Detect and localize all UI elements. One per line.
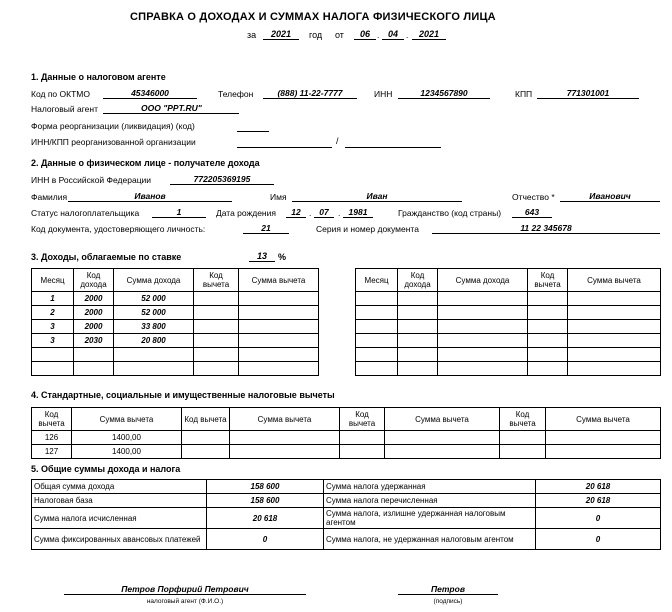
- income-cell: [568, 334, 661, 348]
- income-cell: [356, 334, 398, 348]
- income-cell: 2000: [74, 306, 114, 320]
- date-dot: .: [377, 30, 380, 40]
- deductions-table: [31, 407, 661, 459]
- total-value: 158 600: [207, 480, 324, 494]
- oktmo-label: Код по ОКТМО: [31, 89, 90, 99]
- col-income-code: Код дохода: [74, 269, 114, 292]
- income-cell: [568, 306, 661, 320]
- col-deduction-amount: Сумма вычета: [385, 408, 500, 431]
- table-row: [356, 320, 661, 334]
- document-title: СПРАВКА О ДОХОДАХ И СУММАХ НАЛОГА ФИЗИЧЕСКОГО ЛИЦА: [130, 11, 496, 23]
- total-value: 0: [536, 529, 661, 550]
- total-label: Сумма налога, не удержанная налоговым агентом: [324, 529, 536, 550]
- phone-label: Телефон: [218, 89, 254, 99]
- table-row: [356, 362, 661, 376]
- person-inn-label: ИНН в Российской Федерации: [31, 175, 152, 185]
- col-month: Месяц: [32, 269, 74, 292]
- innkpp-slash: /: [336, 136, 339, 146]
- col-deduction-amount: Сумма вычета: [239, 269, 319, 292]
- agent-label: Налоговый агент: [31, 104, 98, 114]
- income-cell: [194, 320, 239, 334]
- taxpayer-status-value: 1: [152, 207, 206, 218]
- deduction-cell: [385, 431, 500, 445]
- col-deduction-code: Код вычета: [194, 269, 239, 292]
- income-cell: [568, 292, 661, 306]
- total-value: 158 600: [207, 494, 324, 508]
- income-cell: [194, 362, 239, 376]
- total-value: 20 618: [207, 508, 324, 529]
- citizenship-label: Гражданство (код страны): [398, 208, 502, 218]
- income-cell: 2: [32, 306, 74, 320]
- income-cell: [438, 292, 528, 306]
- section-5-heading: 5. Общие суммы дохода и налога: [31, 464, 181, 474]
- income-cell: [356, 320, 398, 334]
- income-cell: 2000: [74, 320, 114, 334]
- income-cell: [398, 306, 438, 320]
- income-cell: [568, 362, 661, 376]
- income-cell: [398, 334, 438, 348]
- date-day: 06: [354, 29, 376, 40]
- year-word: год: [309, 30, 323, 40]
- deduction-cell: [230, 431, 340, 445]
- doc-code-value: 21: [243, 223, 289, 234]
- col-deduction-code: Код вычета: [340, 408, 385, 431]
- col-deduction-code: Код вычета: [32, 408, 72, 431]
- income-cell: 2000: [74, 292, 114, 306]
- table-row: [32, 320, 319, 334]
- income-cell: [74, 362, 114, 376]
- income-cell: [398, 362, 438, 376]
- income-cell: 52 000: [114, 292, 194, 306]
- signature-caption: (подпись): [433, 598, 463, 605]
- income-cell: [438, 348, 528, 362]
- table-row: [32, 348, 319, 362]
- col-deduction-amount: Сумма вычета: [72, 408, 182, 431]
- citizenship-value: 643: [512, 207, 552, 218]
- totals-table: [31, 479, 661, 550]
- dob-year: 1981: [343, 207, 373, 218]
- reorg-code-field: [237, 122, 269, 132]
- doc-code-label: Код документа, удостоверяющего личность:: [31, 224, 206, 234]
- income-cell: [194, 292, 239, 306]
- table-row: [32, 306, 319, 320]
- deduction-cell: 126: [32, 431, 72, 445]
- table-row: [32, 334, 319, 348]
- table-row: [356, 292, 661, 306]
- total-label: Сумма налога перечисленная: [324, 494, 536, 508]
- income-cell: 1: [32, 292, 74, 306]
- reorg-kpp-field: [345, 138, 441, 148]
- table-row: [32, 362, 319, 376]
- col-deduction-code: Код вычета: [182, 408, 230, 431]
- deduction-cell: [500, 445, 546, 459]
- dob-day: 12: [286, 207, 306, 218]
- income-cell: 20 800: [114, 334, 194, 348]
- total-label: Сумма налога, излишне удержанная налоговым агентом: [324, 508, 536, 529]
- table-row: [32, 445, 661, 459]
- person-inn-value: 772205369195: [170, 174, 274, 185]
- income-cell: [32, 348, 74, 362]
- dob-dot: .: [338, 208, 341, 218]
- taxpayer-status-label: Статус налогоплательщика: [31, 208, 140, 218]
- agent-value: ООО "PPT.RU": [103, 103, 239, 114]
- income-cell: [528, 348, 568, 362]
- tax-rate-percent: %: [278, 252, 287, 262]
- total-value: 20 618: [536, 480, 661, 494]
- name-label: Имя: [270, 192, 287, 202]
- section-4-heading: 4. Стандартные, социальные и имущественные налоговые вычеты: [31, 390, 335, 400]
- patronymic-value: Иванович: [560, 191, 660, 202]
- section-1-heading: 1. Данные о налоговом агенте: [31, 72, 166, 82]
- income-cell: [239, 292, 319, 306]
- deduction-cell: [546, 445, 661, 459]
- income-cell: [194, 306, 239, 320]
- date-prefix: от: [335, 30, 344, 40]
- income-cell: [528, 362, 568, 376]
- date-dot: .: [406, 30, 409, 40]
- date-month: 04: [382, 29, 404, 40]
- total-label: Общая сумма дохода: [32, 480, 207, 494]
- deduction-cell: [340, 445, 385, 459]
- income-cell: [32, 362, 74, 376]
- reorg-label: Форма реорганизации (ликвидация) (код): [31, 121, 195, 131]
- deduction-cell: [230, 445, 340, 459]
- income-table-right: [355, 268, 661, 376]
- table-row: [356, 348, 661, 362]
- income-cell: [398, 320, 438, 334]
- income-cell: [239, 348, 319, 362]
- dob-label: Дата рождения: [216, 208, 276, 218]
- kpp-label: КПП: [515, 89, 533, 99]
- income-cell: [356, 292, 398, 306]
- income-cell: [114, 348, 194, 362]
- col-income-amount: Сумма дохода: [114, 269, 194, 292]
- col-income-code: Код дохода: [398, 269, 438, 292]
- income-cell: 3: [32, 334, 74, 348]
- signature: Петров: [398, 584, 498, 595]
- period-prefix: за: [247, 30, 257, 40]
- table-row: [32, 494, 661, 508]
- col-deduction-amount: Сумма вычета: [568, 269, 661, 292]
- section-3-heading: 3. Доходы, облагаемые по ставке: [31, 252, 182, 262]
- tax-rate-value: 13: [249, 251, 275, 262]
- income-cell: [568, 320, 661, 334]
- income-cell: 52 000: [114, 306, 194, 320]
- table-row: [356, 306, 661, 320]
- deduction-cell: [546, 431, 661, 445]
- deduction-cell: 1400,00: [72, 445, 182, 459]
- doc-number-value: 11 22 345678: [432, 223, 660, 234]
- report-year: 2021: [263, 29, 299, 40]
- deduction-cell: [340, 431, 385, 445]
- income-cell: [194, 334, 239, 348]
- deduction-cell: [500, 431, 546, 445]
- total-label: Сумма налога удержанная: [324, 480, 536, 494]
- doc-number-label: Серия и номер документа: [316, 224, 419, 234]
- income-cell: 3: [32, 320, 74, 334]
- table-row: [32, 431, 661, 445]
- income-cell: [356, 348, 398, 362]
- income-cell: [194, 348, 239, 362]
- income-cell: [438, 362, 528, 376]
- section-2-heading: 2. Данные о физическом лице - получателе дохода: [31, 158, 260, 168]
- dob-month: 07: [314, 207, 334, 218]
- oktmo-value: 45346000: [103, 88, 197, 99]
- agent-inn-value: 1234567890: [398, 88, 490, 99]
- income-cell: 33 800: [114, 320, 194, 334]
- innkpp-reorg-label: ИНН/КПП реорганизованной организации: [31, 137, 196, 147]
- col-month: Месяц: [356, 269, 398, 292]
- signer-caption: налоговый агент (Ф.И.О.): [146, 598, 224, 605]
- total-label: Налоговая база: [32, 494, 207, 508]
- table-row: [32, 529, 661, 550]
- income-cell: [568, 348, 661, 362]
- total-label: Сумма налога исчисленная: [32, 508, 207, 529]
- total-label: Сумма фиксированных авансовых платежей: [32, 529, 207, 550]
- table-row: [32, 292, 319, 306]
- dob-dot: .: [309, 208, 312, 218]
- surname-value: Иванов: [68, 191, 232, 202]
- col-deduction-amount: Сумма вычета: [230, 408, 340, 431]
- deduction-cell: [385, 445, 500, 459]
- deduction-cell: 1400,00: [72, 431, 182, 445]
- income-cell: [356, 362, 398, 376]
- income-cell: [528, 306, 568, 320]
- kpp-value: 771301001: [537, 88, 639, 99]
- income-cell: [528, 292, 568, 306]
- income-cell: [239, 334, 319, 348]
- date-year: 2021: [412, 29, 446, 40]
- income-cell: [398, 292, 438, 306]
- table-row: [356, 334, 661, 348]
- income-cell: [528, 320, 568, 334]
- signer-name: Петров Порфирий Петрович: [64, 584, 306, 595]
- col-deduction-amount: Сумма вычета: [546, 408, 661, 431]
- patronymic-label: Отчество *: [512, 192, 555, 202]
- col-income-amount: Сумма дохода: [438, 269, 528, 292]
- total-value: 0: [207, 529, 324, 550]
- col-deduction-code: Код вычета: [500, 408, 546, 431]
- income-cell: [356, 306, 398, 320]
- total-value: 0: [536, 508, 661, 529]
- income-cell: [74, 348, 114, 362]
- table-row: [32, 480, 661, 494]
- income-cell: [438, 334, 528, 348]
- phone-value: (888) 11-22-7777: [263, 88, 357, 99]
- income-cell: [438, 306, 528, 320]
- income-cell: [114, 362, 194, 376]
- name-value: Иван: [292, 191, 462, 202]
- income-cell: [438, 320, 528, 334]
- agent-inn-label: ИНН: [374, 89, 393, 99]
- deduction-cell: 127: [32, 445, 72, 459]
- income-cell: [528, 334, 568, 348]
- deduction-cell: [182, 445, 230, 459]
- surname-label: Фамилия: [31, 192, 68, 202]
- income-cell: [239, 362, 319, 376]
- income-cell: [239, 320, 319, 334]
- income-cell: [239, 306, 319, 320]
- table-row: [32, 508, 661, 529]
- income-cell: [398, 348, 438, 362]
- income-table-left: [31, 268, 319, 376]
- total-value: 20 618: [536, 494, 661, 508]
- deduction-cell: [182, 431, 230, 445]
- reorg-inn-field: [237, 138, 332, 148]
- income-cell: 2030: [74, 334, 114, 348]
- col-deduction-code: Код вычета: [528, 269, 568, 292]
